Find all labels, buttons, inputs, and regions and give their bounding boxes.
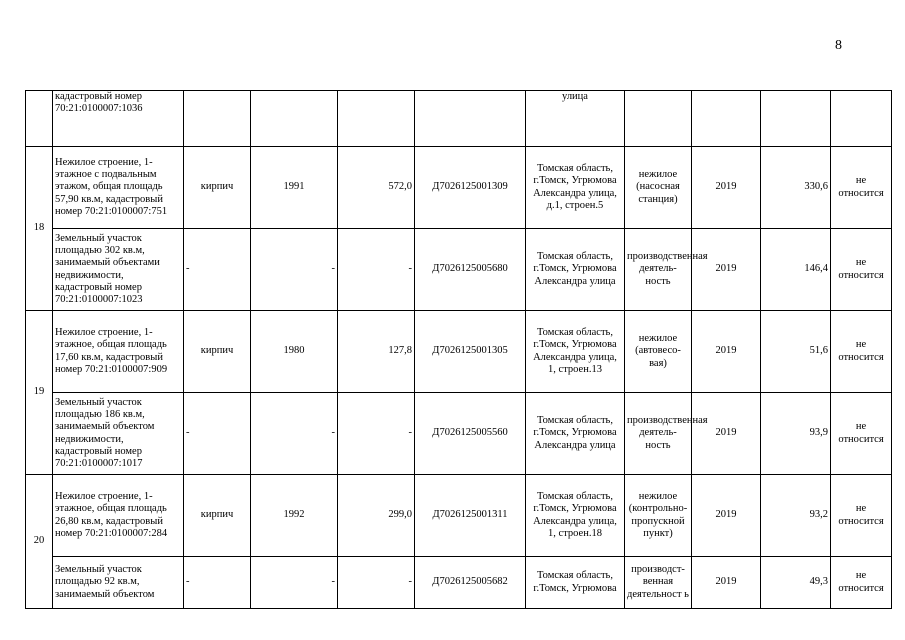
note-cell: не относится bbox=[831, 229, 892, 311]
address-cell: улица bbox=[526, 91, 625, 147]
table-row bbox=[26, 147, 892, 229]
registry-code-cell: Д7026125001309 bbox=[415, 147, 526, 229]
purpose-cell bbox=[625, 91, 692, 147]
year-built-cell: 1980 bbox=[251, 311, 338, 393]
object-name-cell: Земельный участок площадью 302 кв.м, занимаемый объектами недвижимости, кадастровый номер 70:21:0100007:1023 bbox=[53, 229, 184, 311]
registry-code-cell: Д7026125001305 bbox=[415, 311, 526, 393]
purpose-cell: нежилое (автовесо-вая) bbox=[625, 311, 692, 393]
note-cell bbox=[831, 91, 892, 147]
note-cell: не относится bbox=[831, 393, 892, 475]
purpose-cell: производст-венная деятельност ь bbox=[625, 557, 692, 609]
year-built-cell: - bbox=[251, 393, 338, 475]
material-cell bbox=[184, 91, 251, 147]
value-cell bbox=[761, 91, 831, 147]
purpose-cell: нежилое (насосная станция) bbox=[625, 147, 692, 229]
address-cell: Томская область, г.Томск, Угрюмова Александра улица, д.1, строен.5 bbox=[526, 147, 625, 229]
table-row bbox=[26, 311, 892, 393]
object-name-cell: Нежилое строение, 1-этажное с подвальным этажом, общая площадь 57,90 кв.м, кадастровый номер 70:21:0100007:751 bbox=[53, 147, 184, 229]
purpose-cell: нежилое (контрольно-пропускной пункт) bbox=[625, 475, 692, 557]
address-cell: Томская область, г.Томск, Угрюмова Александра улица bbox=[526, 229, 625, 311]
area-cell: 299,0 bbox=[338, 475, 415, 557]
value-cell: 330,6 bbox=[761, 147, 831, 229]
row-number-cell: 20 bbox=[26, 475, 53, 609]
address-cell: Томская область, г.Томск, Угрюмова Александра улица, 1, строен.13 bbox=[526, 311, 625, 393]
object-name-cell: Земельный участок площадью 92 кв.м, занимаемый объектом bbox=[53, 557, 184, 609]
year-built-cell: 1992 bbox=[251, 475, 338, 557]
registry-code-cell: Д7026125005682 bbox=[415, 557, 526, 609]
registry-code-cell: Д7026125005560 bbox=[415, 393, 526, 475]
table-row bbox=[26, 229, 892, 311]
area-cell: - bbox=[338, 393, 415, 475]
object-name-cell: Нежилое строение, 1-этажное, общая площадь 17,60 кв.м, кадастровый номер 70:21:0100007:909 bbox=[53, 311, 184, 393]
registry-code-cell: Д7026125001311 bbox=[415, 475, 526, 557]
valuation-year-cell: 2019 bbox=[692, 147, 761, 229]
year-built-cell: - bbox=[251, 557, 338, 609]
table-row bbox=[26, 557, 892, 609]
note-cell: не относится bbox=[831, 147, 892, 229]
row-number-cell: 19 bbox=[26, 311, 53, 475]
object-name-cell: Нежилое строение, 1-этажное, общая площадь 26,80 кв.м, кадастровый номер 70:21:0100007:284 bbox=[53, 475, 184, 557]
material-cell: кирпич bbox=[184, 475, 251, 557]
note-cell: не относится bbox=[831, 311, 892, 393]
table-row bbox=[26, 393, 892, 475]
year-built-cell: - bbox=[251, 229, 338, 311]
value-cell: 93,9 bbox=[761, 393, 831, 475]
valuation-year-cell: 2019 bbox=[692, 475, 761, 557]
property-registry-table bbox=[25, 90, 892, 609]
material-cell: - bbox=[184, 393, 251, 475]
object-name-cell: Земельный участок площадью 186 кв.м, занимаемый объектом недвижимости, кадастровый номер 70:21:0100007:1017 bbox=[53, 393, 184, 475]
page-number: 8 bbox=[835, 38, 842, 53]
valuation-year-cell: 2019 bbox=[692, 393, 761, 475]
valuation-year-cell: 2019 bbox=[692, 557, 761, 609]
address-cell: Томская область, г.Томск, Угрюмова bbox=[526, 557, 625, 609]
value-cell: 51,6 bbox=[761, 311, 831, 393]
valuation-year-cell: 2019 bbox=[692, 311, 761, 393]
registry-code-cell: Д7026125005680 bbox=[415, 229, 526, 311]
material-cell: кирпич bbox=[184, 147, 251, 229]
row-number-cell bbox=[26, 91, 53, 147]
material-cell: кирпич bbox=[184, 311, 251, 393]
year-built-cell: 1991 bbox=[251, 147, 338, 229]
note-cell: не относится bbox=[831, 475, 892, 557]
purpose-cell: производственная деятель-ность bbox=[625, 393, 692, 475]
area-cell bbox=[338, 91, 415, 147]
table-row bbox=[26, 91, 892, 147]
purpose-cell: производственная деятель-ность bbox=[625, 229, 692, 311]
value-cell: 146,4 bbox=[761, 229, 831, 311]
area-cell: - bbox=[338, 557, 415, 609]
object-name-cell: кадастровый номер 70:21:0100007:1036 bbox=[53, 91, 184, 147]
area-cell: 127,8 bbox=[338, 311, 415, 393]
address-cell: Томская область, г.Томск, Угрюмова Александра улица, 1, строен.18 bbox=[526, 475, 625, 557]
material-cell: - bbox=[184, 557, 251, 609]
year-built-cell bbox=[251, 91, 338, 147]
area-cell: - bbox=[338, 229, 415, 311]
registry-code-cell bbox=[415, 91, 526, 147]
row-number-cell: 18 bbox=[26, 147, 53, 311]
table-row bbox=[26, 475, 892, 557]
area-cell: 572,0 bbox=[338, 147, 415, 229]
value-cell: 93,2 bbox=[761, 475, 831, 557]
valuation-year-cell: 2019 bbox=[692, 229, 761, 311]
value-cell: 49,3 bbox=[761, 557, 831, 609]
note-cell: не относится bbox=[831, 557, 892, 609]
material-cell: - bbox=[184, 229, 251, 311]
valuation-year-cell bbox=[692, 91, 761, 147]
address-cell: Томская область, г.Томск, Угрюмова Александра улица bbox=[526, 393, 625, 475]
